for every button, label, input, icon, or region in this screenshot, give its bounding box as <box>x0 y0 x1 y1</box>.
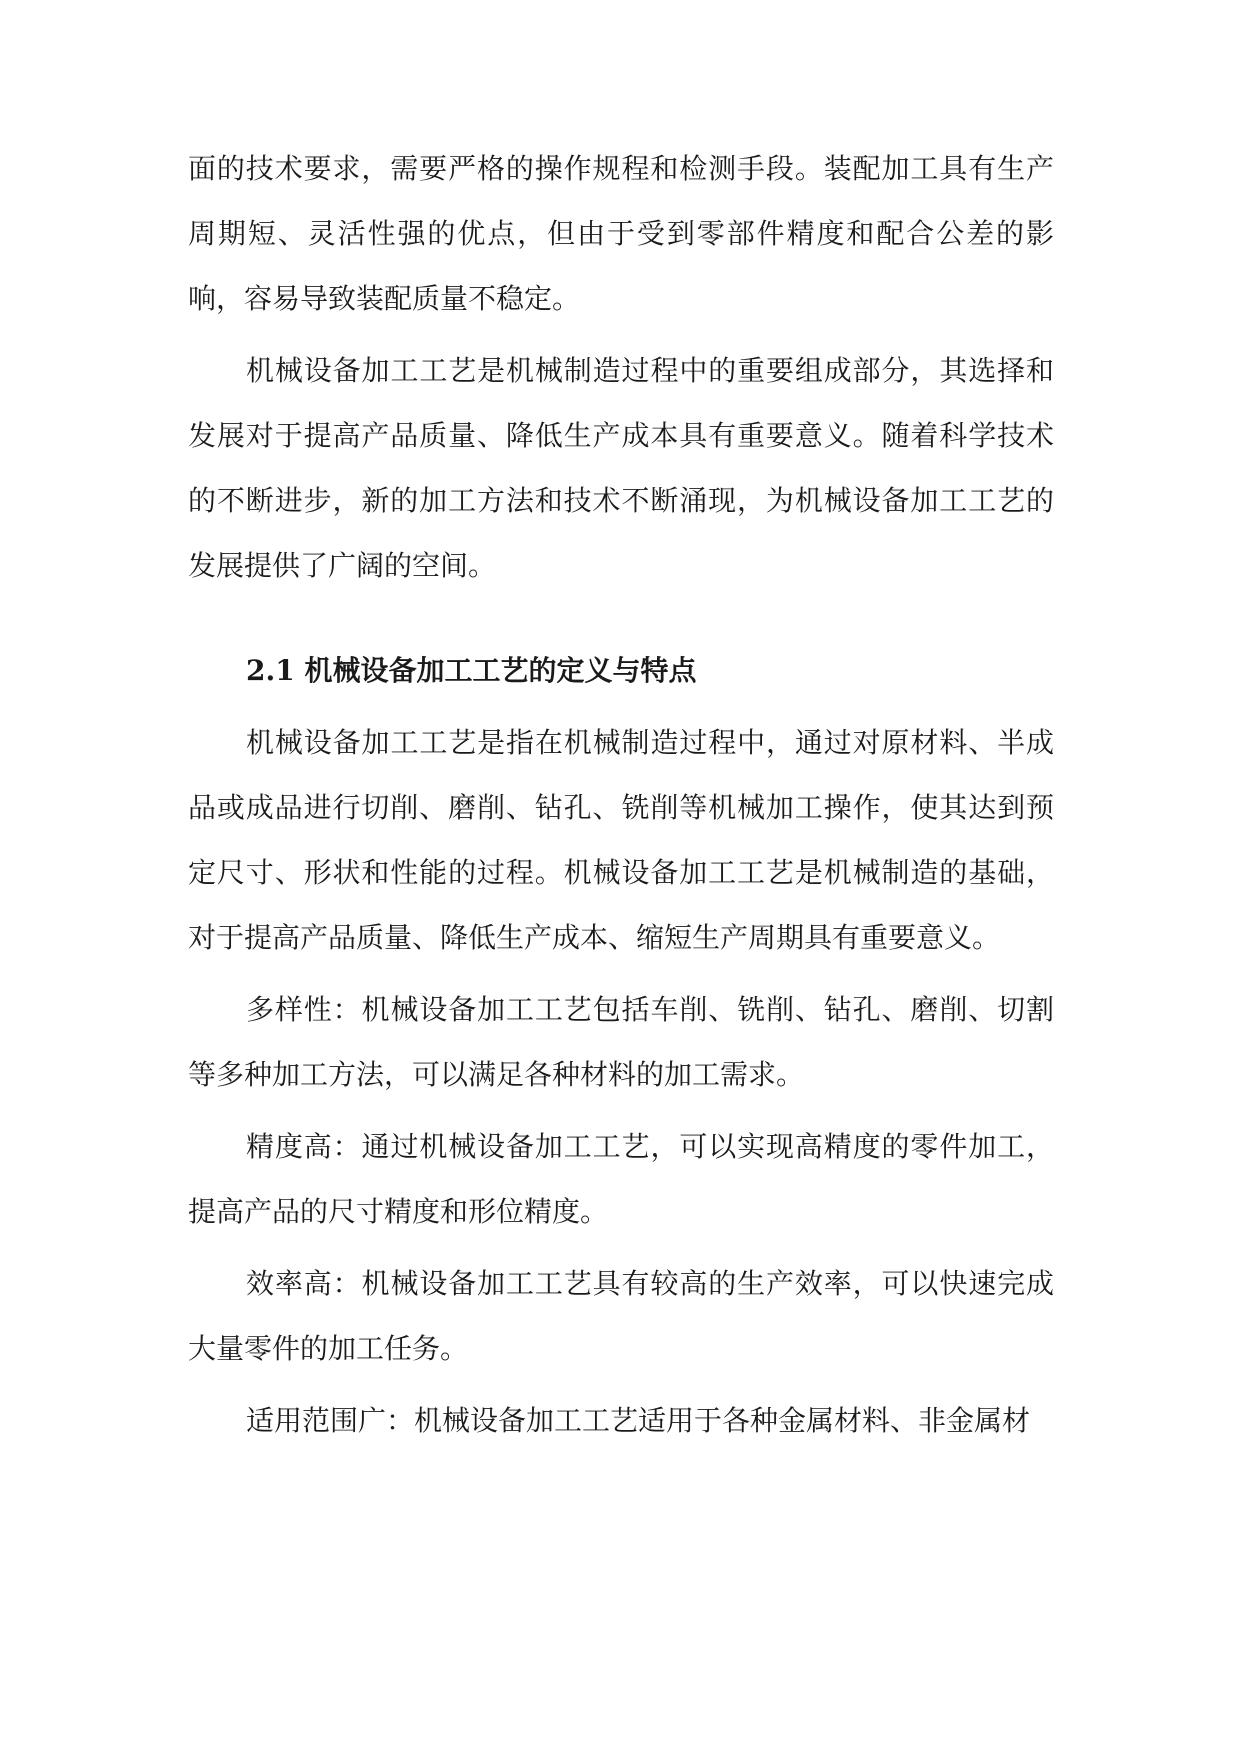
paragraph-applicability: 适用范围广：机械设备加工工艺适用于各种金属材料、非金属材 <box>246 1404 1031 1437</box>
section-heading: 2.1 机械设备加工工艺的定义与特点 <box>246 654 697 687</box>
paragraph-precision: 精度高：通过机械设备加工工艺，可以实现高精度的零件加工，提高产品的尺寸精度和形位精度。 <box>188 1130 1054 1228</box>
paragraph-continuation: 面的技术要求，需要严格的操作规程和检测手段。装配加工具有生产周期短、灵活性强的优点，但由于受到零部件精度和配合公差的影响，容易导致装配质量不稳定。 <box>188 152 1054 315</box>
paragraph-definition: 机械设备加工工艺是指在机械制造过程中，通过对原材料、半成品或成品进行切削、磨削、钻孔、铣削等机械加工操作，使其达到预定尺寸、形状和性能的过程。机械设备加工工艺是机械制造的基础，对于提高产品质量、降低生产成本、缩短生产周期具有重要意义。 <box>188 726 1054 954</box>
paragraph-efficiency: 效率高：机械设备加工工艺具有较高的生产效率，可以快速完成大量零件的加工任务。 <box>188 1267 1054 1365</box>
paragraph-overview: 机械设备加工工艺是机械制造过程中的重要组成部分，其选择和发展对于提高产品质量、降低生产成本具有重要意义。随着科学技术的不断进步，新的加工方法和技术不断涌现，为机械设备加工工艺的发展提供了广阔的空间。 <box>188 354 1054 582</box>
document-body <box>188 136 1054 1453</box>
paragraph-diversity: 多样性：机械设备加工工艺包括车削、铣削、钻孔、磨削、切割等多种加工方法，可以满足各种材料的加工需求。 <box>188 993 1054 1091</box>
